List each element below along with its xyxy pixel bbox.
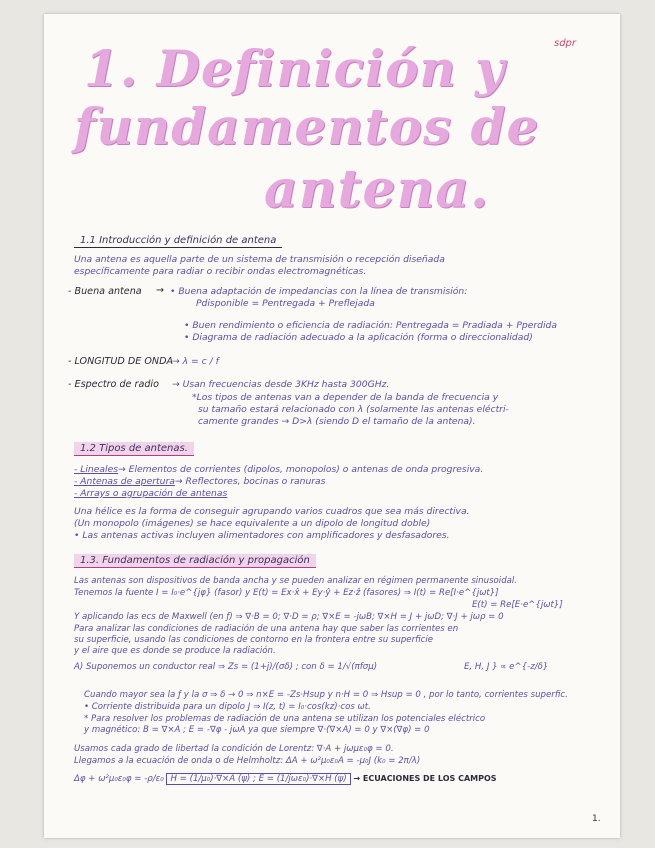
fund-line-8: Cuando mayor sea la ƒ y la σ ⇒ δ → 0 ⇒ n×E = -Zs·Hsup y n·H = 0 ⇒ Hsup = 0 , por lo tanto, corrientes superfic. — [84, 690, 568, 700]
tipo-apertura-desc: → Reflectores, bocinas o ranuras — [174, 476, 326, 487]
espectro-label: - Espectro de radio — [68, 379, 159, 390]
intro-line-1: Una antena es aquella parte de un sistema de transmisión o recepción diseñada — [74, 254, 445, 265]
lorentz-condition: Usamos cada grado de libertad la condición de Lorentz: ∇·A + jωμε₀φ = 0. — [74, 744, 394, 754]
longitud-onda-label: - LONGITUD DE ONDA — [68, 356, 174, 367]
fund-line-2: Tenemos la fuente I = I₀·e^{jφ} (fasor) y E(t) = Ex·x̂ + Ey·ŷ + Ez·ẑ (fasores) ⇒ I(t) = Re[I·e^{jωt}] — [74, 588, 499, 598]
helmholtz-equation: Llegamos a la ecuación de onda o de Helmholtz: ΔA + ω²μ₀ε₀A = -μ₀J (k₀ = 2π/λ) — [74, 756, 421, 766]
buena-item-3: • Diagrama de radiación adecuado a la aplicación (forma o direccionalidad) — [184, 332, 533, 343]
tipos-note-2: (Un monopolo (imágenes) se hace equivalente a un dipolo de longitud doble) — [74, 518, 431, 529]
buena-item-2: • Buen rendimiento o eficiencia de radiación: Pentregada = Pradiada + Pperdida — [184, 320, 557, 331]
title-line-3: antena. — [264, 159, 490, 220]
tipo-lineales — [74, 464, 483, 476]
tipo-lineales-label: - Lineales — [74, 464, 119, 475]
buena-antena-label: - Buena antena — [68, 286, 142, 297]
espectro-line-1: → Usan frecuencias desde 3KHz hasta 300GHz. — [172, 379, 390, 390]
fund-line-10: * Para resolver los problemas de radiación de una antena se utilizan los potenciales eléctrico — [84, 714, 486, 724]
page-number: 1. — [592, 814, 601, 824]
field-equations-row — [74, 774, 497, 784]
espectro-line-4: camente grandes → D>λ (siendo D el tamaño de la antena). — [198, 416, 476, 427]
field-equations-box: H = (1/μ₀)·∇×A (ψ) ; E = (1/jωε₀)·∇×H (ψ) — [166, 773, 350, 785]
section-heading-1-1: 1.1 Introducción y definición de antena — [74, 234, 282, 248]
fund-line-2b: E(t) = Re[E·e^{jωt}] — [472, 600, 563, 610]
maxwell-line: Y aplicando las ecs de Maxwell (en ƒ) ⇒ ∇·B = 0; ∇·D = ρ; ∇×E = -jωB; ∇×H = J + jωD; ∇·J + jωρ = 0 — [74, 612, 504, 622]
tipo-apertura-label: - Antenas de apertura — [74, 476, 175, 487]
title-line-2: fundamentos de — [74, 97, 540, 156]
section-heading-1-3: 1.3. Fundamentos de radiación y propagación — [74, 554, 316, 568]
section-heading-1-2: 1.2 Tipos de antenas. — [74, 442, 194, 456]
title-line-1: 1. Definición y — [84, 39, 506, 98]
tipo-apertura — [74, 476, 325, 488]
tipo-lineales-desc: → Elementos de corrientes (dipolos, monopolos) o antenas de onda progresiva. — [118, 464, 484, 475]
skin-depth-proportional: E, H, J } ∝ e^{-z/δ} — [464, 662, 549, 672]
scalar-potential-eq: Δφ + ω²μ₀ε₀φ = -ρ/ε₀ — [74, 774, 164, 784]
espectro-line-2: *Los tipos de antenas van a depender de la banda de frecuencia y — [192, 392, 499, 403]
tipo-arrays: - Arrays o agrupación de antenas — [74, 488, 228, 499]
notebook-page — [44, 14, 620, 838]
author-signature: sdpr — [554, 38, 577, 49]
buena-item-1-eq: Pdisponible = Pentregada + Preflejada — [196, 298, 375, 309]
conductor-real-line: A) Suponemos un conductor real ⇒ Zs = (1+j)/(σδ) ; con δ = 1/√(πfσμ) — [74, 662, 378, 672]
fund-line-6: y el aire que es donde se produce la radiación. — [74, 646, 276, 656]
tipos-note-3: • Las antenas activas incluyen alimentadores con amplificadores y desfasadores. — [74, 530, 450, 541]
buena-antena-arrow: → — [156, 285, 165, 296]
fund-line-1: Las antenas son dispositivos de banda ancha y se pueden analizar en régimen permanente sinusoidal. — [74, 576, 518, 586]
intro-line-2: específicamente para radiar o recibir ondas electromagnéticas. — [74, 266, 367, 277]
fund-line-4: Para analizar las condiciones de radiación de una antena hay que saber las corrientes en — [74, 624, 459, 634]
fund-line-9: • Corriente distribuida para un dipolo J ⇒ I(z, t) = I₀·cos(kz)·cos ωt. — [84, 702, 371, 712]
tipos-note-1: Una hélice es la forma de conseguir agrupando varios cuadros que sea más directiva. — [74, 506, 470, 517]
fund-line-5: su superficie, usando las condiciones de contorno en la frontera entre su superficie — [74, 635, 434, 645]
espectro-line-3: su tamaño estará relacionado con λ (solamente las antenas eléctri- — [198, 404, 509, 415]
fund-line-11: y magnético: B = ∇×A ; E = -∇φ - jωA ya que siempre ∇·(∇×A) = 0 y ∇×(∇φ) = 0 — [84, 725, 430, 735]
buena-item-1: • Buena adaptación de impedancias con la línea de transmisión: — [170, 286, 468, 297]
field-equations-label: → ECUACIONES DE LOS CAMPOS — [353, 774, 497, 783]
longitud-onda-eq: → λ = c / f — [172, 356, 219, 367]
